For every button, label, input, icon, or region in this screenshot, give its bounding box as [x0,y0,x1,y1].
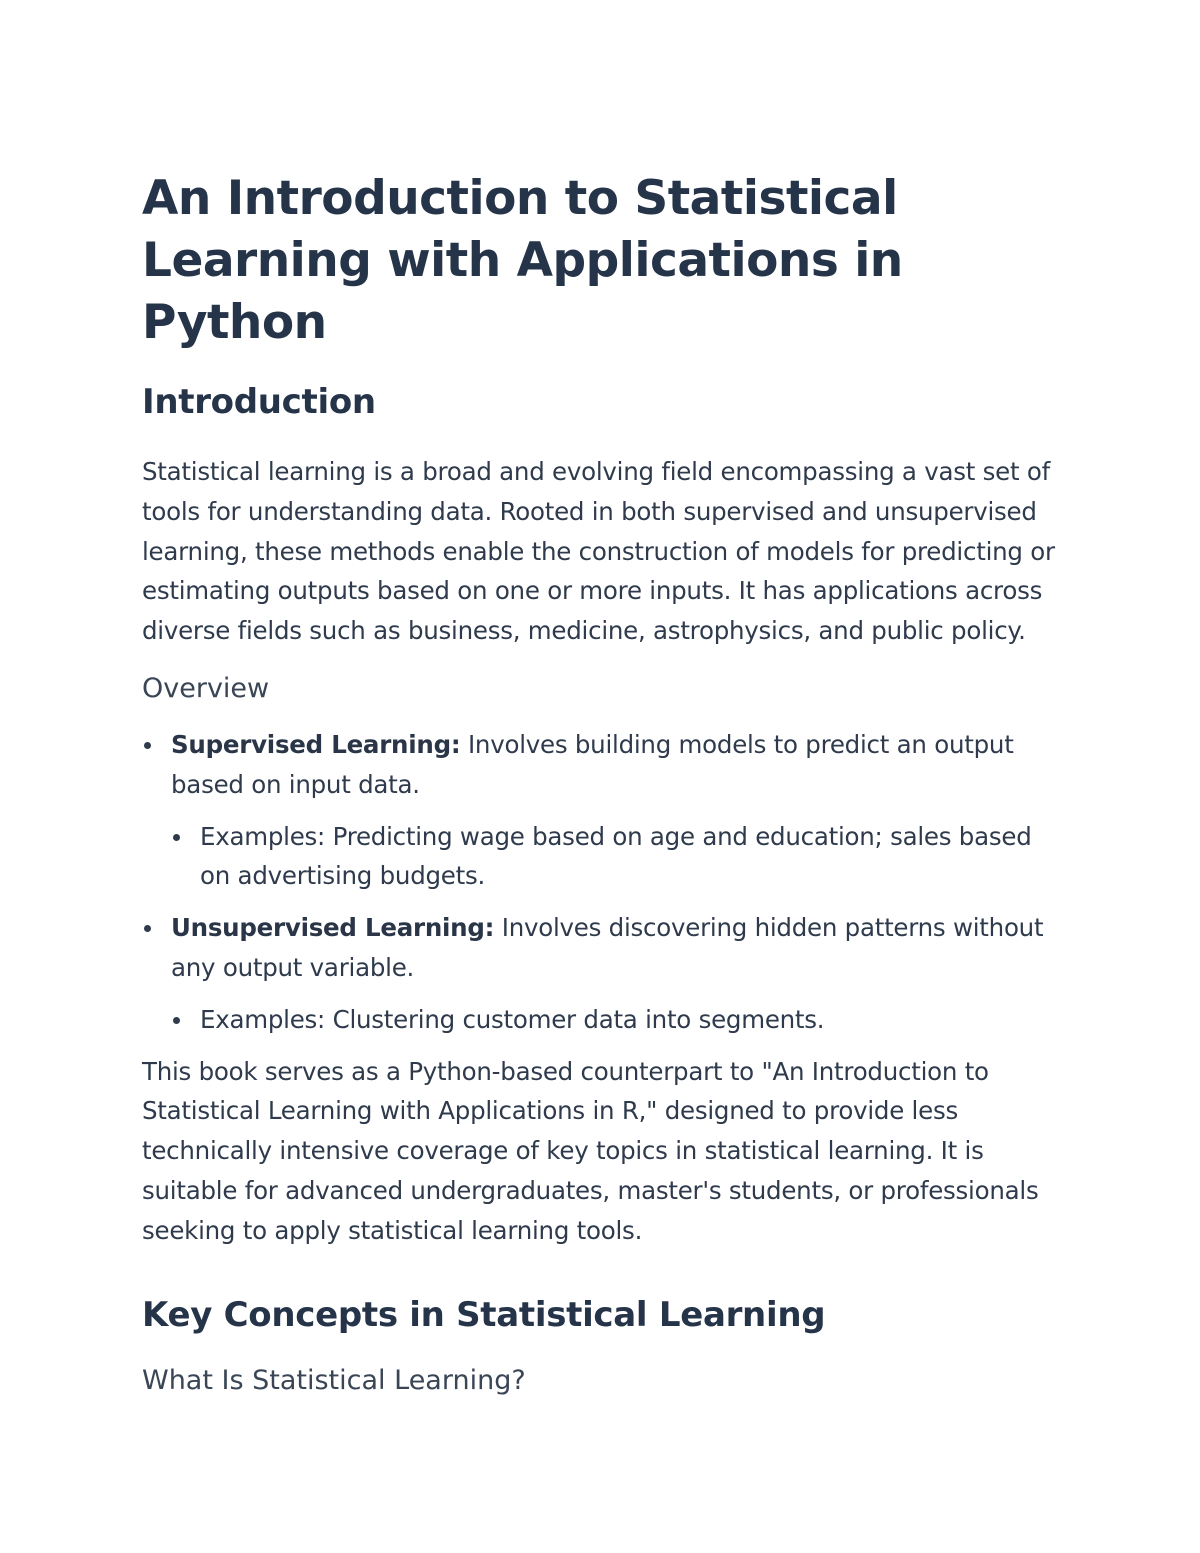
bullet-icon [173,834,180,841]
bullet-icon [173,1017,180,1024]
introduction-heading: Introduction [142,382,376,422]
bullet-icon [144,925,151,932]
term-description: Involves building models to predict an output based on input data. [171,729,1014,799]
document-page [142,168,1062,1399]
sub-list [171,1000,1062,1040]
sub-list-item [171,817,1062,897]
term-label: Unsupervised Learning: [171,913,495,943]
list-item-unsupervised [142,908,1062,1039]
example-text: Examples: Clustering customer data into segments. [200,1004,825,1034]
what-is-statistical-learning-heading: What Is Statistical Learning? [142,1364,526,1396]
introduction-paragraph: Statistical learning is a broad and evolving field encompassing a vast set of tools for understanding data. Rooted in both supervised and unsupervised learning, these methods enable the construction of models for predicting or estimating outputs based on one or more inputs. It has applications across diverse fields such as business, medicine, astrophysics, and public policy. [142,457,1055,646]
sub-list-item [171,1000,1062,1040]
bullet-icon [144,742,151,749]
overview-list [142,725,1062,1040]
sub-list [171,817,1062,897]
overview-heading: Overview [142,672,270,704]
key-concepts-heading: Key Concepts in Statistical Learning [142,1294,826,1335]
document-title: An Introduction to Statistical Learning with Applications in Python [142,171,903,350]
example-text: Examples: Predicting wage based on age and education; sales based on advertising budgets. [200,821,1032,891]
term-label: Supervised Learning: [171,729,461,759]
closing-paragraph: This book serves as a Python-based counterpart to "An Introduction to Statistical Learning with Applications in R," designed to provide less technically intensive coverage of key topics in statistical learning. It is suitable for advanced undergraduates, master's students, or professionals seeking to apply statistical learning tools. [142,1056,1039,1245]
term-description: Involves discovering hidden patterns without any output variable. [171,913,1044,982]
list-item-supervised [142,725,1062,896]
